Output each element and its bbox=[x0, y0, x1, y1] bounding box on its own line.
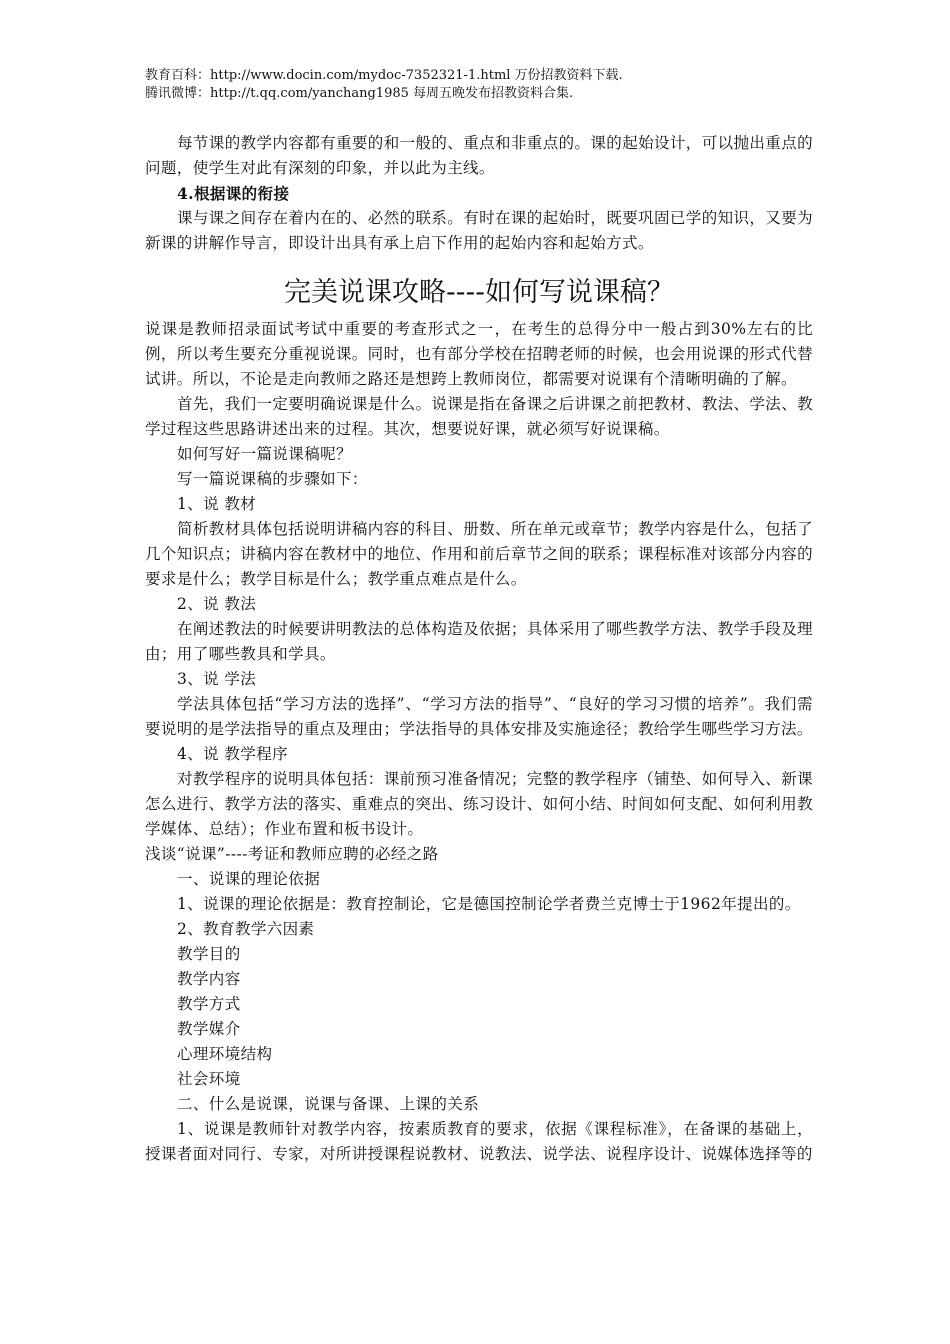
article-question: 如何写好一篇说课稿呢？ bbox=[177, 445, 352, 463]
step-4-heading: 4、说 教学程序 bbox=[177, 745, 288, 763]
article-body bbox=[145, 317, 813, 1167]
section-1-paragraph-1: 1、说课的理论依据是：教育控制论，它是德国控制论学者费兰克博士于1962年提出的。 bbox=[177, 895, 801, 913]
section-1-paragraph-2: 2、教育教学六因素 bbox=[177, 920, 315, 938]
section-2-paragraph-1: 1、说课是教师针对教学内容，按素质教育的要求，依据《课程标准》，在备课的基础上，授课者面对同行、专家，对所讲授课程说教材、说教法、说学法、说程序设计、说媒体选择等的 bbox=[145, 1120, 813, 1163]
intro-heading-4: 4.根据课的衔接 bbox=[177, 184, 290, 203]
factor-item: 教学内容 bbox=[177, 970, 241, 988]
article-paragraph-2: 首先，我们一定要明确说课是什么。说课是指在备课之后讲课之前把教材、教法、学法、教学过程这些思路讲述出来的过程。其次，想要说好课，就必须写好说课稿。 bbox=[145, 395, 814, 438]
header-line-1: 教育百科：http://www.docin.com/mydoc-7352321-1.html 万份招教资料下载. bbox=[145, 68, 623, 83]
article-paragraph-1: 说课是教师招录面试考试中重要的考查形式之一，在考生的总得分中一般占到30%左右的比例，所以考生要充分重视说课。同时，也有部分学校在招聘老师的时候，也会用说课的形式代替试讲。所以，不论是走向教师之路还是想跨上教师岗位，都需要对说课有个清晰明确的了解。 bbox=[145, 320, 813, 388]
factor-item: 教学目的 bbox=[177, 945, 241, 963]
header-line-2: 腾讯微博：http://t.qq.com/yanchang1985 每周五晚发布招教资料合集. bbox=[145, 86, 574, 101]
step-3-heading: 3、说 学法 bbox=[177, 670, 257, 688]
step-2-text: 在阐述教法的时候要讲明教法的总体构造及依据；具体采用了哪些教学方法、教学手段及理由；用了哪些教具和学具。 bbox=[145, 620, 814, 663]
step-4-text: 对教学程序的说明具体包括：课前预习准备情况；完整的教学程序（铺垫、如何导入、新课怎么进行、教学方法的落实、重难点的突出、练习设计、如何小结、时间如何支配、如何利用教学媒体、总结）；作业布置和板书设计。 bbox=[145, 770, 814, 838]
factor-item: 社会环境 bbox=[177, 1070, 241, 1088]
step-1-heading: 1、说 教材 bbox=[177, 495, 257, 513]
intro-section bbox=[145, 131, 813, 256]
intro-paragraph-2: 课与课之间存在着内在的、必然的联系。有时在课的起始时，既要巩固已学的知识，又要为新课的讲解作导言，即设计出具有承上启下作用的起始内容和起始方式。 bbox=[145, 209, 814, 252]
article-title: 完美说课攻略----如何写说课稿？ bbox=[284, 277, 674, 308]
section-2-heading: 二、什么是说课，说课与备课、上课的关系 bbox=[177, 1095, 480, 1113]
intro-paragraph-1: 每节课的教学内容都有重要的和一般的、重点和非重点的。课的起始设计，可以抛出重点的问题，使学生对此有深刻的印象，并以此为主线。 bbox=[145, 134, 814, 177]
step-1-text: 简析教材具体包括说明讲稿内容的科目、册数、所在单元或章节；教学内容是什么，包括了几个知识点；讲稿内容在教材中的地位、作用和前后章节之间的联系；课程标准对该部分内容的要求是什么；教学目标是什么；教学重点难点是什么。 bbox=[145, 520, 814, 588]
factor-item: 心理环境结构 bbox=[177, 1045, 273, 1063]
steps-intro: 写一篇说课稿的步骤如下： bbox=[177, 470, 368, 488]
second-title: 浅谈“说课”----考证和教师应聘的必经之路 bbox=[145, 845, 439, 863]
section-1-heading: 一、说课的理论依据 bbox=[177, 870, 321, 888]
step-3-text: 学法具体包括“学习方法的选择”、“学习方法的指导”、“良好的学习习惯的培养”。我们需要说明的是学法指导的重点及理由；学法指导的具体安排及实施途径；教给学生哪些学习方法。 bbox=[145, 695, 813, 738]
factor-item: 教学方式 bbox=[177, 995, 241, 1013]
factor-item: 教学媒介 bbox=[177, 1020, 241, 1038]
step-2-heading: 2、说 教法 bbox=[177, 595, 257, 613]
